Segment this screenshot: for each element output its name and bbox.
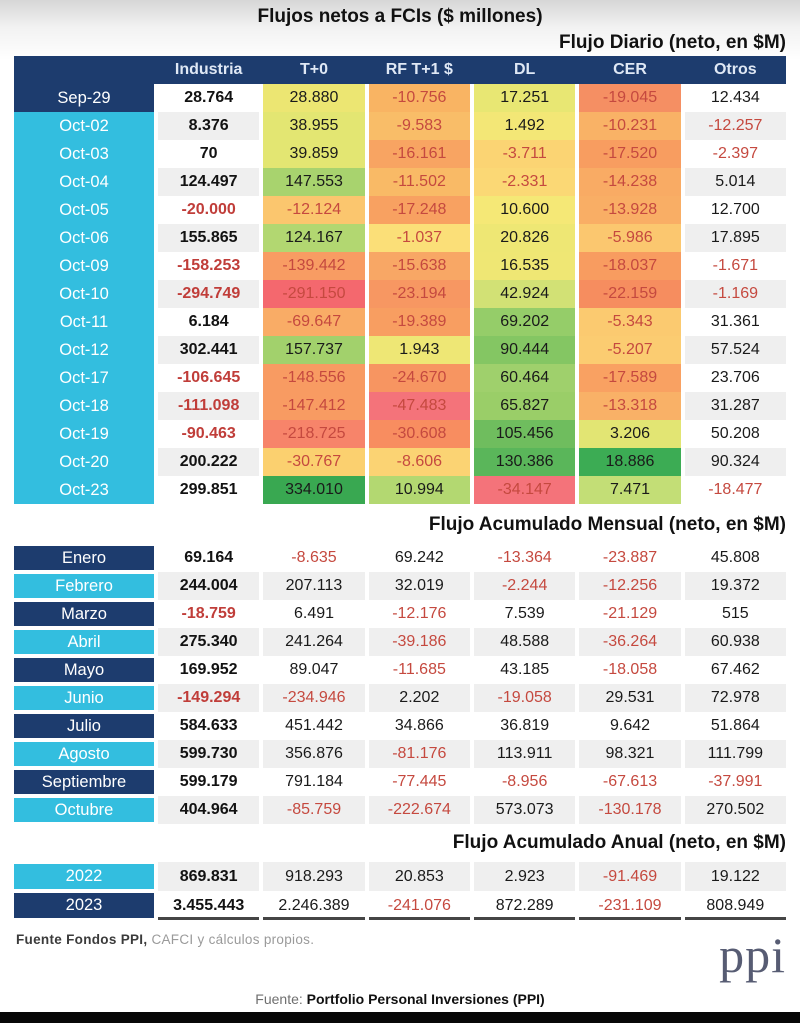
- cell-industria: 599.730: [158, 740, 259, 768]
- column-header: RF T+1 $: [385, 61, 453, 78]
- cell-otros: -2.397: [685, 140, 786, 168]
- row-label: 2022: [14, 862, 154, 891]
- cell-otros: 808.949: [685, 891, 786, 920]
- cell-rf-t-1-: -241.076: [369, 891, 470, 920]
- cell-t-0: 451.442: [263, 712, 364, 740]
- cell-dl: 16.535: [474, 252, 575, 280]
- table-row: [14, 336, 786, 364]
- cell-dl: 17.251: [474, 84, 575, 112]
- cell-rf-t-1-: -15.638: [369, 252, 470, 280]
- cell-rf-t-1-: -19.389: [369, 308, 470, 336]
- row-label: Oct-20: [14, 448, 154, 476]
- table-row: [14, 656, 786, 684]
- ppi-logo: ppi: [719, 927, 786, 983]
- cell-rf-t-1-: -17.248: [369, 196, 470, 224]
- daily-table: [14, 56, 786, 504]
- table-row: [14, 140, 786, 168]
- table-row: [14, 476, 786, 504]
- cell-t-0: 918.293: [263, 862, 364, 891]
- monthly-section-title: Flujo Acumulado Mensual (neto, en $M): [428, 514, 786, 535]
- cell-otros: 23.706: [685, 364, 786, 392]
- cell-otros: -12.257: [685, 112, 786, 140]
- row-label: Enero: [14, 544, 154, 572]
- cell-industria: 404.964: [158, 796, 259, 824]
- table-row: [14, 196, 786, 224]
- cell-cer: -5.343: [579, 308, 680, 336]
- cell-rf-t-1-: -16.161: [369, 140, 470, 168]
- column-header: Industria: [174, 61, 243, 78]
- cell-dl: 69.202: [474, 308, 575, 336]
- cell-rf-t-1-: 34.866: [369, 712, 470, 740]
- row-label: Julio: [14, 712, 154, 740]
- cell-industria: 200.222: [158, 448, 259, 476]
- column-header: CER: [613, 61, 647, 78]
- monthly-table: [14, 544, 786, 824]
- cell-t-0: -8.635: [263, 544, 364, 572]
- cell-industria: -18.759: [158, 600, 259, 628]
- cell-cer: 98.321: [579, 740, 680, 768]
- cell-cer: -22.159: [579, 280, 680, 308]
- cell-t-0: -85.759: [263, 796, 364, 824]
- bottom-black-bar: [0, 1012, 800, 1023]
- cell-industria: -158.253: [158, 252, 259, 280]
- cell-rf-t-1-: 20.853: [369, 862, 470, 891]
- cell-otros: 31.287: [685, 392, 786, 420]
- cell-industria: 70: [158, 140, 259, 168]
- cell-cer: -67.613: [579, 768, 680, 796]
- row-label: Octubre: [14, 796, 154, 824]
- column-header: DL: [514, 61, 536, 78]
- table-row: [14, 168, 786, 196]
- cell-t-0: 207.113: [263, 572, 364, 600]
- cell-industria: 599.179: [158, 768, 259, 796]
- cell-industria: 8.376: [158, 112, 259, 140]
- row-label: Oct-10: [14, 280, 154, 308]
- cell-cer: -23.887: [579, 544, 680, 572]
- cell-rf-t-1-: 32.019: [369, 572, 470, 600]
- cell-cer: -14.238: [579, 168, 680, 196]
- cell-cer: -17.589: [579, 364, 680, 392]
- cell-rf-t-1-: -10.756: [369, 84, 470, 112]
- table-row: [14, 280, 786, 308]
- cell-industria: 302.441: [158, 336, 259, 364]
- cell-industria: -149.294: [158, 684, 259, 712]
- cell-cer: -5.207: [579, 336, 680, 364]
- cell-t-0: -218.725: [263, 420, 364, 448]
- table-row: [14, 740, 786, 768]
- cell-t-0: 38.955: [263, 112, 364, 140]
- column-header: T+0: [299, 61, 328, 78]
- cell-industria: -106.645: [158, 364, 259, 392]
- cell-otros: 5.014: [685, 168, 786, 196]
- cell-industria: -20.000: [158, 196, 259, 224]
- cell-rf-t-1-: -8.606: [369, 448, 470, 476]
- cell-cer: -12.256: [579, 572, 680, 600]
- row-label: Oct-09: [14, 252, 154, 280]
- cell-cer: -13.928: [579, 196, 680, 224]
- cell-otros: 50.208: [685, 420, 786, 448]
- row-label: Mayo: [14, 656, 154, 684]
- cell-otros: 19.372: [685, 572, 786, 600]
- cell-rf-t-1-: -23.194: [369, 280, 470, 308]
- cell-industria: 584.633: [158, 712, 259, 740]
- row-label: Marzo: [14, 600, 154, 628]
- cell-rf-t-1-: -39.186: [369, 628, 470, 656]
- table-row: [14, 308, 786, 336]
- cell-industria: 155.865: [158, 224, 259, 252]
- cell-dl: 36.819: [474, 712, 575, 740]
- cell-otros: -37.991: [685, 768, 786, 796]
- cell-rf-t-1-: 2.202: [369, 684, 470, 712]
- cell-dl: -2.244: [474, 572, 575, 600]
- cell-industria: -294.749: [158, 280, 259, 308]
- cell-industria: 3.455.443: [158, 891, 259, 920]
- cell-t-0: -69.647: [263, 308, 364, 336]
- row-label: Oct-04: [14, 168, 154, 196]
- cell-cer: -13.318: [579, 392, 680, 420]
- cell-t-0: -12.124: [263, 196, 364, 224]
- table-row: [14, 448, 786, 476]
- cell-cer: 3.206: [579, 420, 680, 448]
- cell-dl: 2.923: [474, 862, 575, 891]
- cell-dl: -3.711: [474, 140, 575, 168]
- cell-t-0: 124.167: [263, 224, 364, 252]
- cell-rf-t-1-: 1.943: [369, 336, 470, 364]
- bottom-caption-source: Portfolio Personal Inversiones (PPI): [306, 991, 545, 1007]
- cell-industria: 69.164: [158, 544, 259, 572]
- bottom-caption-label: Fuente:: [255, 991, 307, 1007]
- cell-rf-t-1-: -12.176: [369, 600, 470, 628]
- column-header: Otros: [713, 61, 757, 78]
- source-note: [16, 932, 800, 947]
- cell-t-0: -30.767: [263, 448, 364, 476]
- cell-dl: 90.444: [474, 336, 575, 364]
- row-label: Septiembre: [14, 768, 154, 796]
- cell-cer: -36.264: [579, 628, 680, 656]
- row-label: Oct-05: [14, 196, 154, 224]
- table-row: [14, 392, 786, 420]
- cell-t-0: -234.946: [263, 684, 364, 712]
- cell-dl: -34.147: [474, 476, 575, 504]
- cell-otros: 67.462: [685, 656, 786, 684]
- monthly-table-body: [14, 544, 786, 824]
- annual-section-title: Flujo Acumulado Anual (neto, en $M): [452, 832, 786, 853]
- row-label: Oct-12: [14, 336, 154, 364]
- row-label: Oct-18: [14, 392, 154, 420]
- cell-otros: 57.524: [685, 336, 786, 364]
- cell-industria: 6.184: [158, 308, 259, 336]
- cell-dl: 20.826: [474, 224, 575, 252]
- cell-otros: 111.799: [685, 740, 786, 768]
- page-title: Flujos netos a FCIs ($ millones): [257, 6, 543, 27]
- cell-dl: 113.911: [474, 740, 575, 768]
- cell-t-0: 791.184: [263, 768, 364, 796]
- cell-otros: 31.361: [685, 308, 786, 336]
- table-row: [14, 628, 786, 656]
- table-row: [14, 84, 786, 112]
- table-row: [14, 796, 786, 824]
- cell-t-0: -291.150: [263, 280, 364, 308]
- source-note-rest: CAFCI y cálculos propios.: [147, 932, 315, 947]
- cell-otros: -18.477: [685, 476, 786, 504]
- cell-cer: 9.642: [579, 712, 680, 740]
- cell-rf-t-1-: -11.502: [369, 168, 470, 196]
- cell-cer: -5.986: [579, 224, 680, 252]
- cell-t-0: 147.553: [263, 168, 364, 196]
- annual-table: [14, 862, 786, 920]
- cell-industria: 869.831: [158, 862, 259, 891]
- cell-otros: 90.324: [685, 448, 786, 476]
- cell-otros: 19.122: [685, 862, 786, 891]
- daily-section-title: Flujo Diario (neto, en $M): [559, 32, 786, 53]
- cell-otros: 12.434: [685, 84, 786, 112]
- daily-table-header: [14, 56, 786, 84]
- cell-cer: -19.045: [579, 84, 680, 112]
- cell-t-0: 334.010: [263, 476, 364, 504]
- cell-dl: 43.185: [474, 656, 575, 684]
- cell-rf-t-1-: -9.583: [369, 112, 470, 140]
- bottom-caption: [0, 991, 800, 1007]
- cell-dl: 48.588: [474, 628, 575, 656]
- cell-cer: 29.531: [579, 684, 680, 712]
- cell-dl: -13.364: [474, 544, 575, 572]
- cell-t-0: 89.047: [263, 656, 364, 684]
- cell-industria: 169.952: [158, 656, 259, 684]
- cell-t-0: -147.412: [263, 392, 364, 420]
- cell-otros: 45.808: [685, 544, 786, 572]
- cell-t-0: 6.491: [263, 600, 364, 628]
- cell-dl: 573.073: [474, 796, 575, 824]
- cell-rf-t-1-: -1.037: [369, 224, 470, 252]
- cell-dl: 42.924: [474, 280, 575, 308]
- cell-otros: 515: [685, 600, 786, 628]
- row-label: Febrero: [14, 572, 154, 600]
- table-row: [14, 712, 786, 740]
- cell-rf-t-1-: -24.670: [369, 364, 470, 392]
- table-row: [14, 544, 786, 572]
- table-row: [14, 768, 786, 796]
- row-label: Oct-11: [14, 308, 154, 336]
- cell-cer: -18.037: [579, 252, 680, 280]
- row-label: 2023: [14, 891, 154, 920]
- cell-industria: 299.851: [158, 476, 259, 504]
- cell-dl: 130.386: [474, 448, 575, 476]
- table-row: [14, 600, 786, 628]
- cell-dl: 105.456: [474, 420, 575, 448]
- table-row: [14, 364, 786, 392]
- cell-rf-t-1-: -81.176: [369, 740, 470, 768]
- table-row: [14, 572, 786, 600]
- cell-otros: -1.169: [685, 280, 786, 308]
- cell-dl: 10.600: [474, 196, 575, 224]
- row-label: Oct-23: [14, 476, 154, 504]
- cell-t-0: 157.737: [263, 336, 364, 364]
- cell-otros: 12.700: [685, 196, 786, 224]
- cell-t-0: 39.859: [263, 140, 364, 168]
- cell-cer: 7.471: [579, 476, 680, 504]
- row-label: Oct-03: [14, 140, 154, 168]
- cell-industria: 28.764: [158, 84, 259, 112]
- table-row: [14, 112, 786, 140]
- cell-rf-t-1-: -11.685: [369, 656, 470, 684]
- cell-cer: -231.109: [579, 891, 680, 920]
- row-label: Oct-02: [14, 112, 154, 140]
- cell-dl: 1.492: [474, 112, 575, 140]
- cell-t-0: -139.442: [263, 252, 364, 280]
- cell-rf-t-1-: -47.483: [369, 392, 470, 420]
- table-row: [14, 684, 786, 712]
- row-label: Oct-06: [14, 224, 154, 252]
- row-label: Sep-29: [14, 84, 154, 112]
- row-label: Oct-19: [14, 420, 154, 448]
- cell-dl: 65.827: [474, 392, 575, 420]
- cell-cer: -130.178: [579, 796, 680, 824]
- cell-rf-t-1-: 10.994: [369, 476, 470, 504]
- row-label: Junio: [14, 684, 154, 712]
- cell-t-0: 28.880: [263, 84, 364, 112]
- cell-industria: -90.463: [158, 420, 259, 448]
- table-row: [14, 862, 786, 891]
- cell-industria: 275.340: [158, 628, 259, 656]
- cell-industria: 244.004: [158, 572, 259, 600]
- cell-t-0: 356.876: [263, 740, 364, 768]
- cell-otros: 60.938: [685, 628, 786, 656]
- annual-table-body: [14, 862, 786, 920]
- table-row: [14, 224, 786, 252]
- cell-dl: -19.058: [474, 684, 575, 712]
- cell-otros: 72.978: [685, 684, 786, 712]
- cell-cer: -18.058: [579, 656, 680, 684]
- cell-cer: -17.520: [579, 140, 680, 168]
- cell-dl: -2.331: [474, 168, 575, 196]
- cell-dl: 60.464: [474, 364, 575, 392]
- cell-otros: 51.864: [685, 712, 786, 740]
- cell-cer: -21.129: [579, 600, 680, 628]
- table-row: [14, 252, 786, 280]
- cell-t-0: 241.264: [263, 628, 364, 656]
- cell-cer: -10.231: [579, 112, 680, 140]
- row-label: Abril: [14, 628, 154, 656]
- cell-t-0: -148.556: [263, 364, 364, 392]
- cell-rf-t-1-: -77.445: [369, 768, 470, 796]
- table-row: [14, 891, 786, 920]
- table-row: [14, 420, 786, 448]
- daily-table-body: [14, 84, 786, 504]
- cell-rf-t-1-: 69.242: [369, 544, 470, 572]
- row-label: Agosto: [14, 740, 154, 768]
- cell-dl: 7.539: [474, 600, 575, 628]
- cell-otros: 270.502: [685, 796, 786, 824]
- cell-industria: -111.098: [158, 392, 259, 420]
- cell-otros: 17.895: [685, 224, 786, 252]
- cell-rf-t-1-: -222.674: [369, 796, 470, 824]
- row-label: Oct-17: [14, 364, 154, 392]
- source-note-bold: Fuente Fondos PPI,: [16, 932, 148, 947]
- cell-cer: 18.886: [579, 448, 680, 476]
- cell-otros: -1.671: [685, 252, 786, 280]
- cell-dl: 872.289: [474, 891, 575, 920]
- cell-rf-t-1-: -30.608: [369, 420, 470, 448]
- header-label-spacer: [14, 56, 154, 84]
- cell-industria: 124.497: [158, 168, 259, 196]
- cell-dl: -8.956: [474, 768, 575, 796]
- cell-cer: -91.469: [579, 862, 680, 891]
- cell-t-0: 2.246.389: [263, 891, 364, 920]
